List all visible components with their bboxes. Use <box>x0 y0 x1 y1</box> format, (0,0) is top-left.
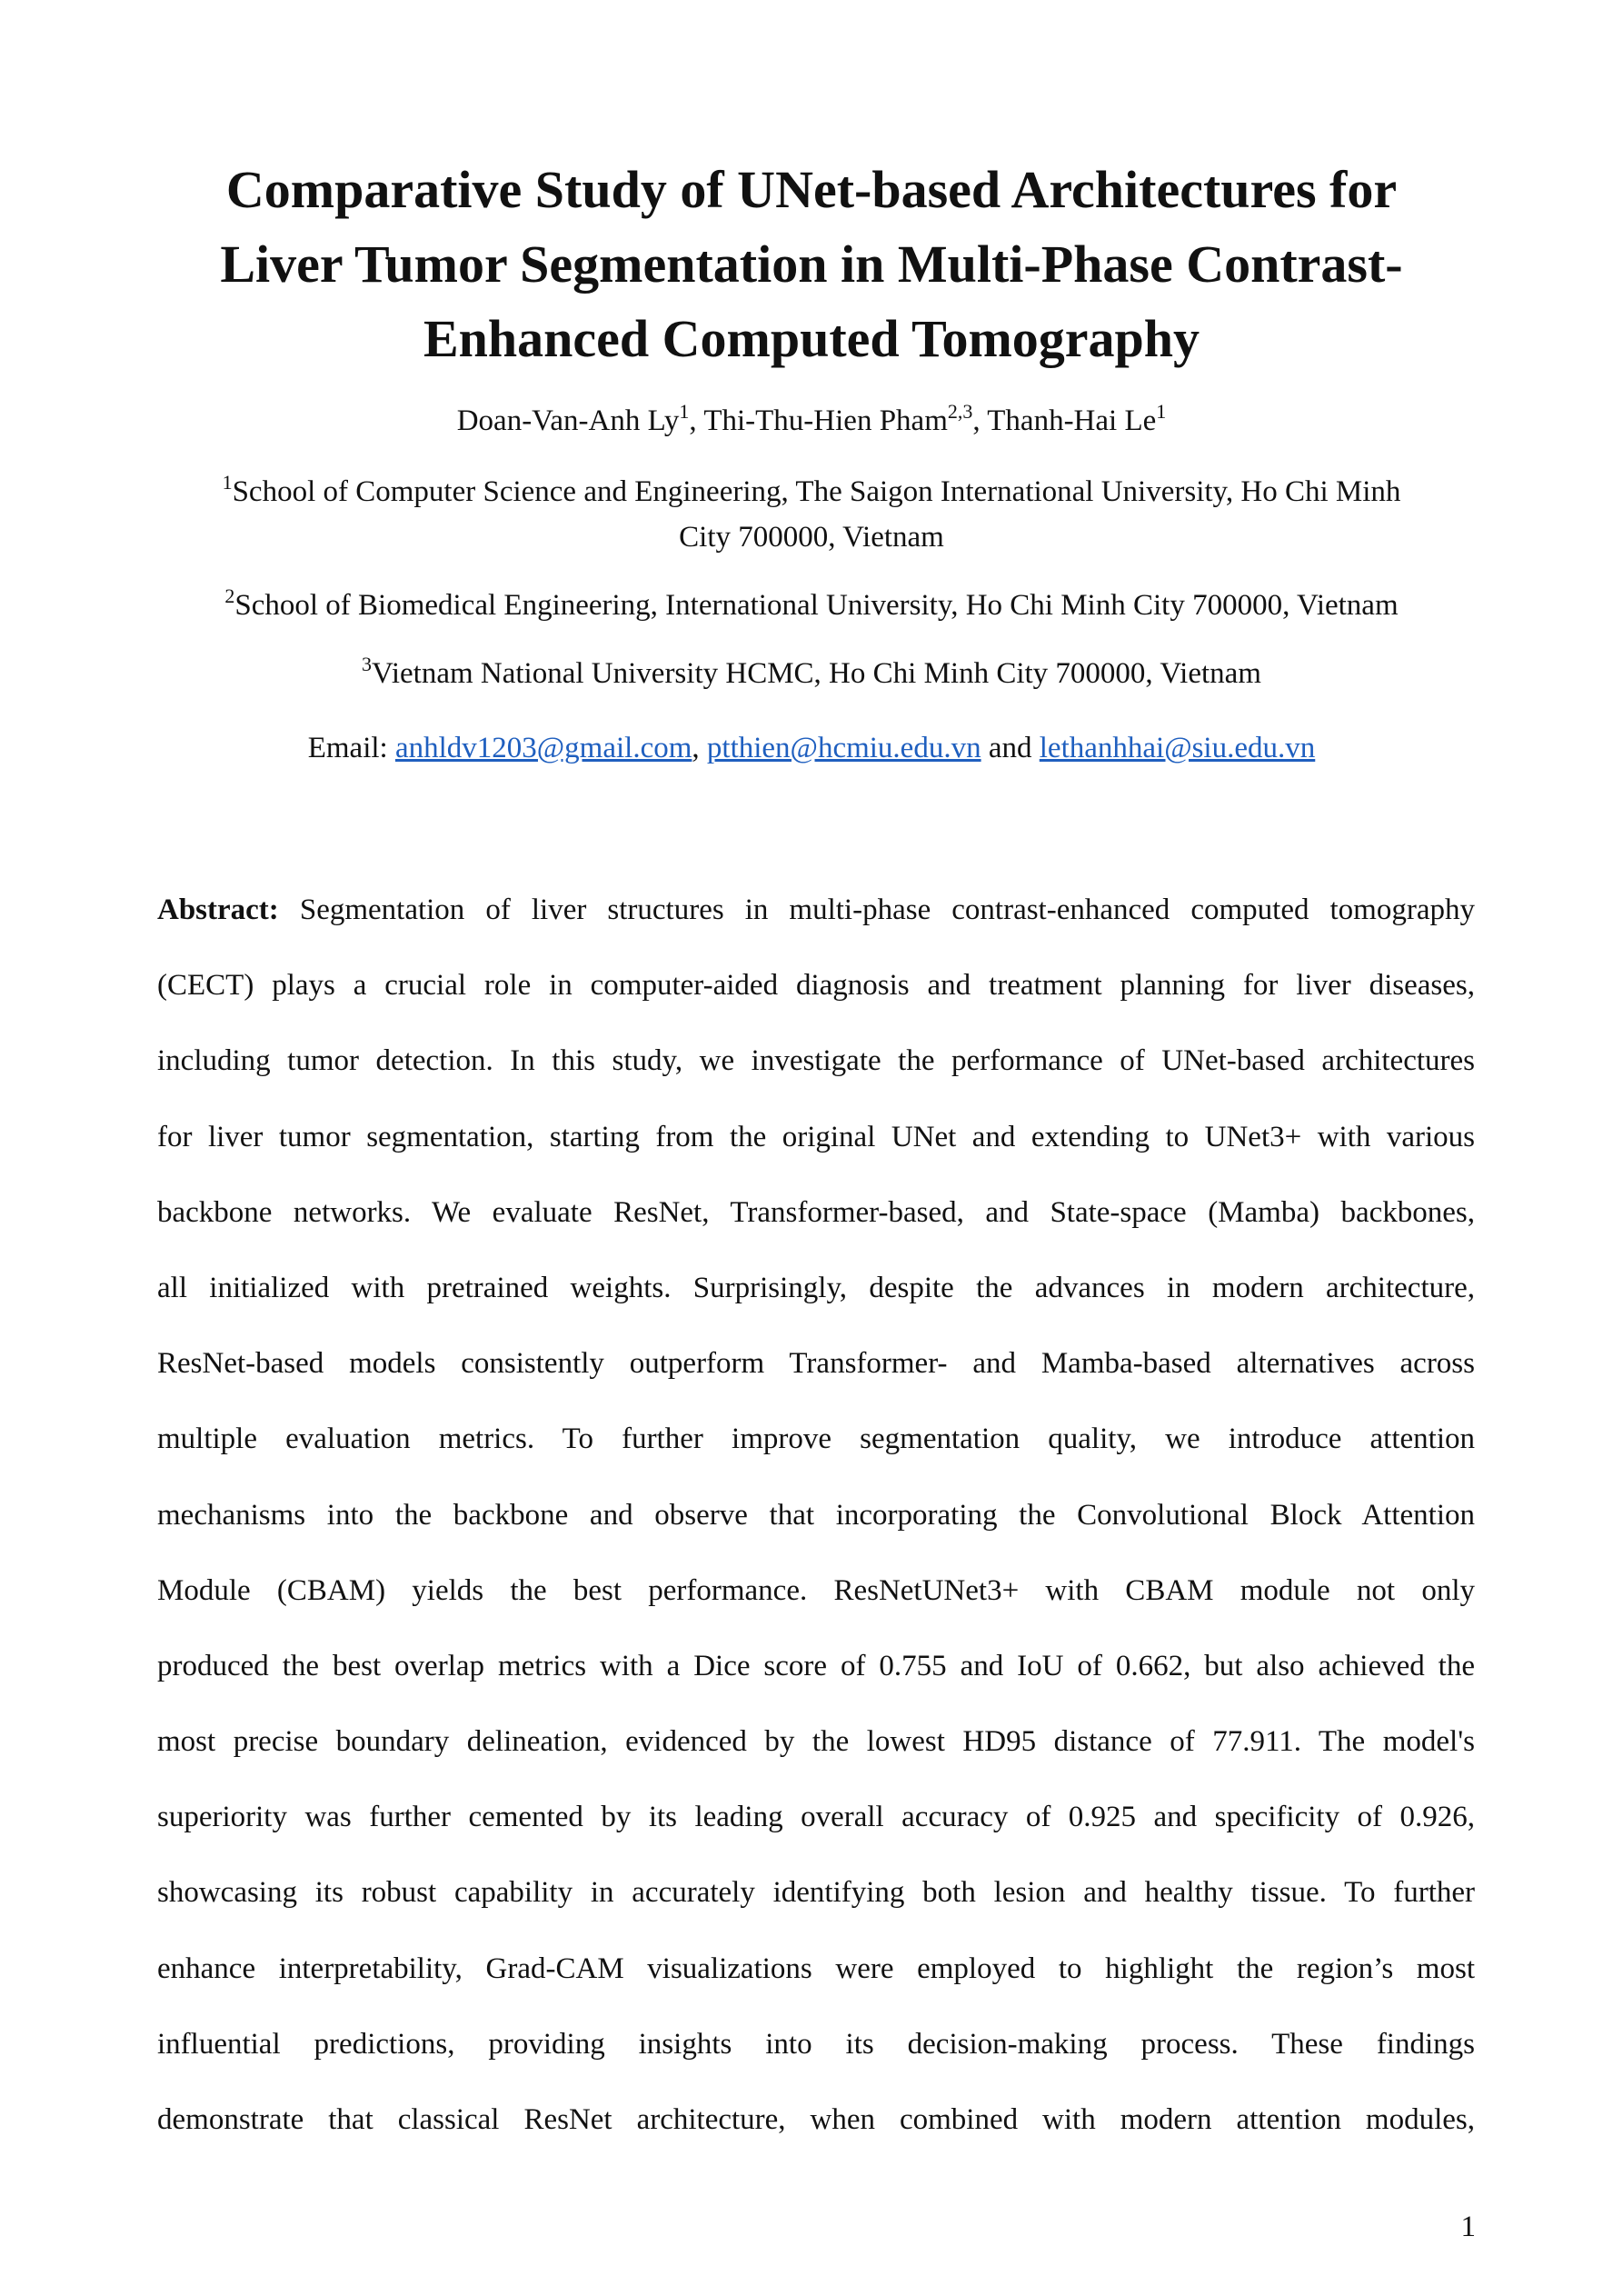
abstract-text: Segmentation of liver structures in multi-phase contrast-enhanced computed tomography <box>278 893 1475 926</box>
abstract-line <box>157 873 1475 948</box>
affiliation-3 <box>127 651 1496 696</box>
abstract-line: all initialized with pretrained weights. Surprisingly, despite the advances in modern architecture, <box>157 1271 1475 1304</box>
affiliation-mark: 2 <box>224 584 235 607</box>
abstract-line: enhance interpretability, Grad-CAM visualizations were employed to highlight the region’s most <box>157 1952 1475 1985</box>
abstract-line: multiple evaluation metrics. To further improve segmentation quality, we introduce attention <box>157 1423 1475 1456</box>
email-separator: and <box>981 732 1040 764</box>
abstract-line: produced the best overlap metrics with a Dice score of 0.755 and IoU of 0.662, but also achieved the <box>157 1649 1475 1682</box>
title-line-3: Enhanced Computed Tomography <box>423 309 1200 368</box>
author-separator: , <box>972 404 988 437</box>
email-label: Email: <box>307 732 395 764</box>
abstract <box>157 873 1475 2158</box>
abstract-line: most precise boundary delineation, evidenced by the lowest HD95 distance of 77.911. The model's <box>157 1725 1475 1759</box>
abstract-line: (CECT) plays a crucial role in computer-aided diagnosis and treatment planning for liver diseases, <box>157 969 1475 1003</box>
paper-title <box>127 153 1496 376</box>
abstract-label: Abstract: <box>157 893 279 926</box>
email-link-1[interactable]: anhldv1203@gmail.com <box>394 732 692 764</box>
affiliation-text: School of Biomedical Engineering, International University, Ho Chi Minh City 700000, Vietnam <box>234 589 1399 622</box>
author-separator: , <box>689 404 704 437</box>
author-name: Doan-Van-Anh Ly <box>456 404 680 437</box>
affiliation-text: Vietnam National University HCMC, Ho Chi Minh City 700000, Vietnam <box>372 657 1261 690</box>
abstract-line: mechanisms into the backbone and observe that incorporating the Convolutional Block Attention <box>157 1498 1475 1532</box>
abstract-line: for liver tumor segmentation, starting from the original UNet and extending to UNet3+ with various <box>157 1120 1475 1153</box>
email-separator: , <box>692 732 707 764</box>
email-link-3[interactable]: lethanhhai@siu.edu.vn <box>1039 732 1316 764</box>
affiliation-2 <box>127 583 1496 628</box>
abstract-line: demonstrate that classical ResNet architecture, when combined with modern attention modules, <box>157 2103 1475 2136</box>
affiliation-1 <box>127 469 1496 514</box>
affiliation-1-continued <box>127 514 1496 560</box>
abstract-line: ResNet-based models consistently outperform Transformer- and Mamba-based alternatives across <box>157 1347 1475 1381</box>
title-line-2: Liver Tumor Segmentation in Multi-Phase Contrast- <box>220 235 1403 294</box>
author-affiliation-mark: 2,3 <box>947 400 973 423</box>
abstract-line: Module (CBAM) yields the best performance. ResNetUNet3+ with CBAM module not only <box>157 1573 1475 1607</box>
abstract-line: superiority was further cemented by its leading overall accuracy of 0.925 and specificity of 0.926, <box>157 1801 1475 1834</box>
abstract-line: including tumor detection. In this study, we investigate the performance of UNet-based architectures <box>157 1044 1475 1078</box>
abstract-line: showcasing its robust capability in accurately identifying both lesion and healthy tissue. To further <box>157 1876 1475 1910</box>
author-affiliation-mark: 1 <box>679 400 690 423</box>
affiliation-mark: 1 <box>222 471 233 494</box>
author-affiliation-mark: 1 <box>1156 400 1167 423</box>
author-name: Thi-Thu-Hien Pham <box>703 404 948 437</box>
affiliation-text: School of Computer Science and Engineering, The Saigon International University, Ho Chi Minh <box>232 475 1401 508</box>
abstract-line: influential predictions, providing insights into its decision-making process. These findings <box>157 2027 1475 2061</box>
affiliation-mark: 3 <box>362 653 373 675</box>
page-number: 1 <box>1460 2211 1476 2243</box>
email-link-2[interactable]: ptthien@hcmiu.edu.vn <box>706 732 981 764</box>
abstract-line: backbone networks. We evaluate ResNet, Transformer-based, and State-space (Mamba) backbones, <box>157 1195 1475 1229</box>
author-list <box>127 398 1496 444</box>
title-line-1: Comparative Study of UNet-based Architectures for <box>225 160 1398 219</box>
affiliation-text: City 700000, Vietnam <box>679 521 944 554</box>
email-line <box>127 725 1496 771</box>
author-name: Thanh-Hai Le <box>987 404 1157 437</box>
